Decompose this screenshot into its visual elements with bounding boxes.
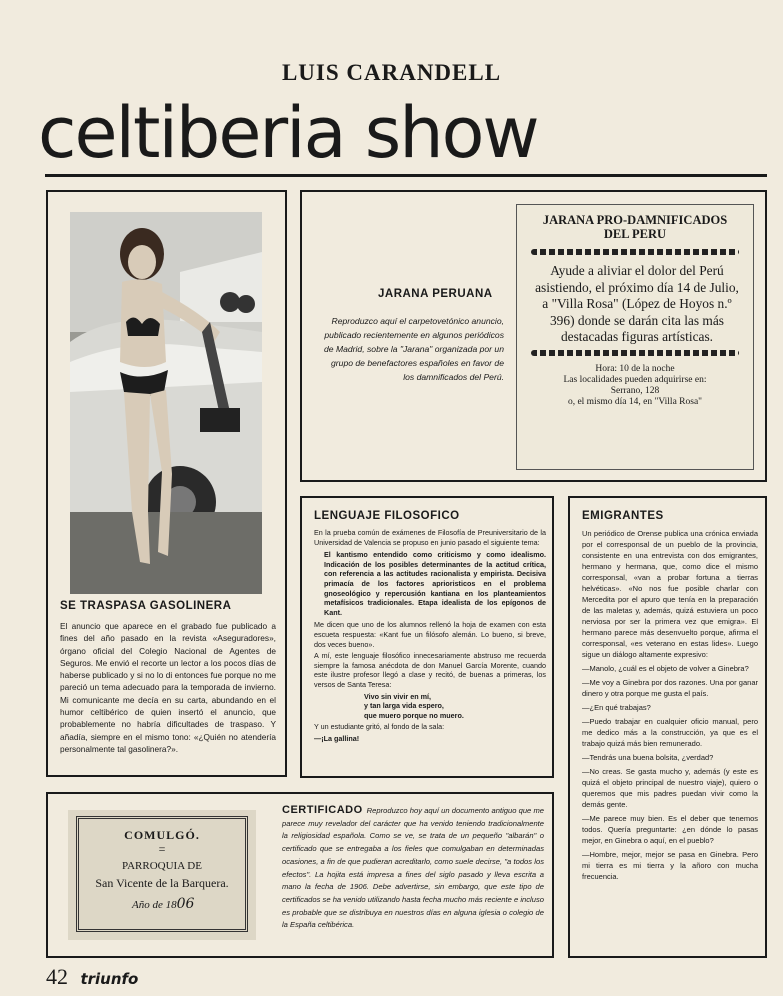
emigrantes-p5: —Puedo trabajar en cualquier oficio manual, pero me dedico más a la construcción, ya que es el trabajo quizá más bien remunerado.: [582, 717, 758, 748]
jarana-clipping: [516, 204, 754, 470]
card-dash: =: [158, 842, 166, 856]
gasolinera-title: SE TRASPASA GASOLINERA: [60, 600, 232, 612]
jarana-title: JARANA PERUANA: [378, 288, 493, 300]
card-year-line: [132, 896, 242, 912]
certificado-text: Reproduzco hoy aquí un documento antiguo que me parece muy revelador del carácter que ha venido teniendo tradicionalmente la religiosidad española. Como se ve, se trata de un pequeño "albarán" o certificado que se entregaba a los fieles que comulgaban en determinadas ocasiones, a fin de que pudieran acreditarlo, como suele decirse, "a todos los efectos". La hojita está impresa a fines del siglo pasado y lleva escrita a mano la fecha de 1906. Debe advertirse, sin embargo, que este tipo de certificados se ha venido utilizando hasta fecha mucho más reciente e incluso es probable que se distribuya en nuestros días en alguna iglesia o colegio de la España celtibérica.: [282, 806, 544, 930]
emigrantes-p7: —No creas. Se gasta mucho y, además (y este es quizá el objeto principal de nuestro viaje), quiero o queremos que mis padres puedan vivir como la demás gente.: [582, 767, 758, 809]
lenguaje-title: LENGUAJE FILOSOFICO: [314, 510, 460, 522]
emigrantes-p6: —Tendrás una buena bolsita, ¿verdad?: [582, 753, 714, 762]
magazine-logo: triunfo: [80, 970, 139, 988]
clipping-hora: Hora: 10 de la noche: [595, 363, 675, 374]
jarana-body: Reproduzco aquí el carpetovetónico anuncio, publicado recientemente en algunos periódicos de Madrid, sobre la "Jarana" organizada por un grupo de benefactores españoles en favor de los damnificados del Perú.: [324, 316, 504, 382]
author-name: LUIS CARANDELL: [281, 60, 502, 85]
lenguaje-p2: Me dicen que uno de los alumnos rellenó la hoja de examen con esta escueta respuesta: «Kant fue un filósofo alemán. Lo bueno, si breve, dos veces bueno».: [314, 620, 546, 649]
card-handwritten-year: 06: [176, 896, 195, 912]
jarana-box: [300, 190, 767, 482]
gasolinera-body: El anuncio que aparece en el grabado fue publicado a fines del año pasado en la revista «Aseguradores», órgano oficial del Colegio Nacional de Agentes de Seguros. Me envió el recorte un lector a los pocos días de haberse publicado y si no lo di entonces fue porque no me pareció un tema adecuado para la temporada de invierno. Mi comunicante me decía en su carta, abundando en el humor celtibérico de quien insertó el anuncio, que probablemente no habría dificultades de traspaso. Y añadía, siempre en el mismo tono: «¿Quién no atendería personalmente tal gasolinera?».: [60, 621, 276, 754]
clipping-villa: o, el mismo día 14, en "Villa Rosa": [567, 396, 703, 407]
emigrantes-p3: —Me voy a Ginebra por dos razones. Una por ganar dinero y otra porque me gusta el país.: [582, 678, 758, 698]
clipping-heading: JARANA PRO-DAMNIFICADOS DEL PERU: [542, 213, 728, 241]
emigrantes-p2: —Manolo, ¿cuál es el objeto de volver a Ginebra?: [582, 664, 749, 673]
emigrantes-title: EMIGRANTES: [582, 510, 664, 522]
emigrantes-text: [582, 528, 758, 882]
card-parish: PARROQUIA DE: [122, 860, 202, 872]
card-title: COMULGÓ.: [124, 828, 200, 842]
certificado-box: [46, 792, 554, 958]
lenguaje-verse3: que muero porque no muero.: [364, 710, 464, 720]
certificado-title: CERTIFICADO: [282, 804, 363, 816]
card-year: Año de 18: [132, 899, 177, 911]
gasolinera-box: [46, 190, 287, 777]
lenguaje-p5: —¡La gallina!: [314, 733, 360, 743]
gasolinera-photo: [70, 212, 262, 594]
lenguaje-p3: A mí, este lenguaje filosófico innecesariamente abstruso me recuerda siempre la famosa anécdota de don Manuel García Morente, cuando este ilustre profesor llegó a clase y recitó, de buenas a primeras, los versos de Santa Teresa:: [314, 651, 546, 689]
emigrantes-p1: Un periódico de Orense publica una crónica enviada por el corresponsal de un pueblo de la provincia, consistente en una entrevista con dos emigrantes, hermano y hermana, que, como dice el mismo corresponsal, «van a probar fortuna a tierras helvéticas». «No nos fue posible charlar con Mercedita por el apuro que tenía en la preparación de las maletas y, además, quizá estuviera un poco nerviosa por ser la primera vez que emigra». El hermano parece más desenvuelto porque, afirma el corresponsal, «es veterano en estas lides». Luego sigue un diálogo altamente expresivo:: [582, 529, 758, 659]
page-number: 42: [46, 964, 68, 989]
lenguaje-p1: En la prueba común de exámenes de Filosofía de Preuniversitario de la Universidad de Valencia se propuso en junio pasado el siguiente tema:: [314, 528, 546, 547]
comulgo-card: [68, 810, 256, 940]
emigrantes-p4: —¿En qué trabajas?: [582, 703, 651, 712]
lenguaje-box: [300, 496, 554, 778]
footer: [46, 964, 346, 990]
clipping-text: Ayude a aliviar el dolor del Perú asistiendo, el próximo día 14 de Julio, a "Villa Rosa" (López de Hoyos n.º 396) donde se darán cita las más destacadas figuras artísticas.: [535, 263, 739, 344]
emigrantes-box: [568, 496, 767, 958]
masthead-title: celtiberia show: [38, 92, 538, 174]
clipping-chain-top: [531, 249, 739, 255]
masthead-rule: [45, 174, 767, 177]
lenguaje-quote: El kantismo entendido como criticismo y como idealismo. Indicación de los posibles determinantes de la actitud crítica, con referencia a las actitudes racionalista y empirista. Decisiva primacía de los factores aprioristicos en el problema gnoseológico y repercusión kantiana en los planteamientos metafísicos tradicionales. Etapa idealista de los epígonos de Kant.: [324, 550, 546, 617]
lenguaje-text: [314, 528, 546, 743]
certificado-body: [282, 804, 544, 932]
lenguaje-verse1: Vivo sin vivir en mí,: [364, 691, 431, 701]
emigrantes-p8: —Me parece muy bien. Es el deber que tenemos todos. Quería preguntarte: ¿en dónde lo pasas mejor, en Ginebra o aquí, en el pueblo?: [582, 814, 758, 845]
emigrantes-p9: —Hombre, mejor, mejor se pasa en Ginebra. Pero mi tierra es mi tierra y la añoro con mucha frecuencia.: [582, 850, 758, 881]
bikini-woman-car-image: [70, 212, 262, 594]
clipping-localidades: Las localidades pueden adquirirse en:: [563, 374, 707, 385]
lenguaje-p4: Y un estudiante gritó, al fondo de la sala:: [314, 722, 445, 732]
clipping-chain-bottom: [531, 350, 739, 356]
clipping-serrano: Serrano, 128: [610, 385, 660, 396]
card-place: San Vicente de la Barquera.: [95, 876, 229, 890]
lenguaje-verse2: y tan larga vida espero,: [364, 701, 444, 711]
